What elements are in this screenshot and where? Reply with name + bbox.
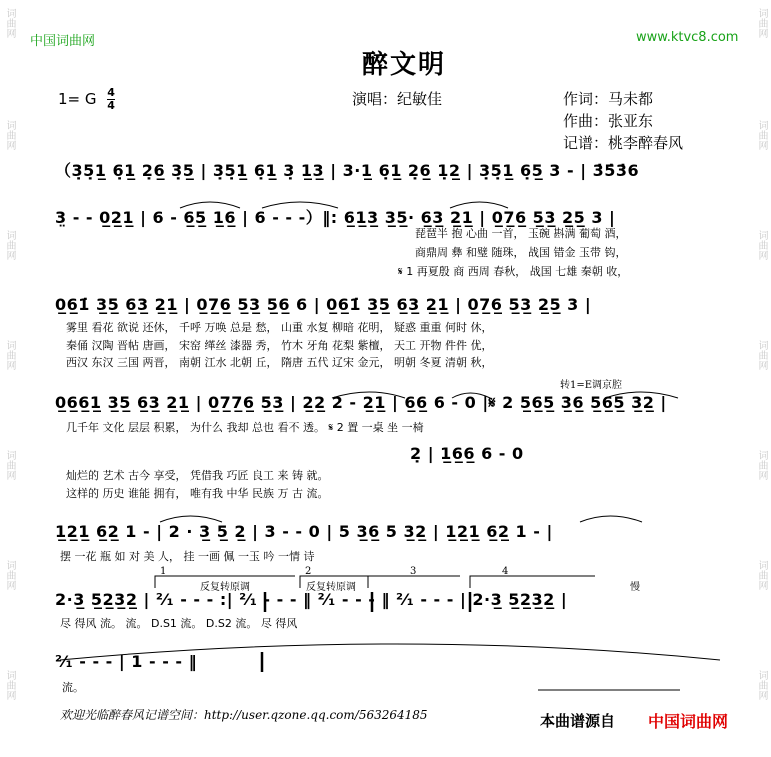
lyrics-row-2-line-3: 𝄋 1 再夏殷 商 西周 春秋， 战国 七雄 秦朝 收， [398,265,629,278]
watermark-right-3: 词曲网 [756,230,767,260]
watermark-text: 词曲网 [4,8,15,38]
watermark-right-5: 词曲网 [756,450,767,480]
lyrics-row-4-line-1: 几千年 文化 层层 积累， 为什么 我却 总也 看不 透。 𝄋 2 置 一桌 坐 一椅 [66,421,424,434]
watermark-left-3: 词曲网 [4,230,15,260]
key-label: 1= G [58,90,97,108]
watermark-right-7: 词曲网 [756,670,767,700]
lyrics-row-2-line-2: 商鼎周 彝 和璧 随珠， 战国 错金 玉带 钩， [415,246,627,259]
lyrics-row-5: 摆 一花 瓶 如 对 美 人， 挂 一画 佩 一玉 吟 一情 诗 [60,550,315,563]
score-row-1: （3̣5̣1̲ 6̣1̲ 2̣6̲ 3̣5̲ | 3̣5̣1̲ 6̣1̲ 3̣ 1̲3̲ | 3·1̲ 6̣1̲ 2̣6̲ 1̣2̲ | 3̣5̣1̲ 6̣5̲ 3 - | 3̇5̇3̇6 [55,161,640,180]
volta-2: 2 [305,566,312,577]
score-row-7: ²⁄₁ - - - | 1 - - - ‖ [55,652,198,671]
watermark-left-4: 词曲网 [4,340,15,370]
source-label: 本曲谱源自 [540,712,616,730]
watermark-right-4: 词曲网 [756,340,767,370]
watermark-left-6: 词曲网 [4,560,15,590]
lyrics-row-2-line-1: 琵琶半 抱 心曲 一首， 玉碗 斟满 葡萄 酒， [415,227,627,240]
time-bottom: 4 [107,99,115,112]
volta-bracket [368,576,460,588]
slur [580,516,642,522]
watermark-right-6: 词曲网 [756,560,767,590]
time-top: 4 [107,86,115,99]
lyrics-row-7: 流。 [62,681,84,694]
repeat-note-2: 反复转原调 [306,582,356,593]
song-title: 醉文明 [362,50,447,80]
volta-1: 1 [160,566,167,577]
site-link-right[interactable]: www.ktvc8.com [636,30,739,45]
score-row-5: 1̲2̲1̲ 6̲2̲ 1 - | 2 · 3̲ 5̲ 2̲ | 3 - - 0 | 5 3̲6̲ 5 3̲2̲ | 1̲2̲1̲ 6̲2̲ 1 - | [55,522,553,541]
footer-welcome[interactable]: 欢迎光临醉春风记谱空间：http://user.qzone.qq.com/563264185 [60,708,428,722]
score-row-2: 3̤ - - 0̲2̲1̲ | 6 - 6̲5̲ 1̲6̲ | 6 - - -）‖: 6̲1̲3̲ 3̲5̲· 6̲3̲ 2̲1̲ | 0̲7̲6̲ 5̲3̲ 2̲5̲ 3 | [55,208,616,227]
score-row-4: 0̲6̲6̲1̲ 3̲5̲ 6̲3̲ 2̲1̲ | 0̲7̲7̲6̲ 5̲3̲ | 2̲2̲ 2 - 2̲1̲ | 6̲6̲ 6 - 0 |𝄋 2 5̲6̲5̲ 3̲6̲ 5̲6̲5̲ 3̲2̲ | [55,393,667,412]
watermark-left-2: 词曲网 [4,120,15,150]
transcriber: 记谱：桃李醉春风 [563,134,684,152]
lyrics-row-3-line-1: 雾里 看花 欲说 还休， 千呼 万唤 总是 愁， 山重 水复 柳暗 花明， 疑惑 重重 何时 休， [66,321,493,334]
watermark-left-7: 词曲网 [4,670,15,700]
volta-bracket [470,576,595,588]
singer: 演唱：纪敏佳 [352,90,443,108]
lyrics-row-3-line-2: 秦俑 汉陶 晋帖 唐画， 宋窑 缂丝 漆器 秀， 竹木 牙角 花梨 紫檀， 天工 开物 件件 优， [66,339,493,352]
volta-4: 4 [502,566,509,577]
key-change-note: 转1=E调京腔 [560,380,623,391]
score-row-4b: 2̣ | 1̲6̲6̲ 6 - 0 [410,444,524,463]
lyrics-row-3-line-3: 西汉 东汉 三国 两晋， 南朝 江水 北朝 丘， 隋唐 五代 辽宋 金元， 明朝 冬夏 清朝 秋， [66,356,493,369]
site-link-left[interactable]: 中国词曲网 [30,34,96,49]
lyrics-row-6: 尽 得风 流。 流。 D.S1 流。 D.S2 流。 尽 得风 [60,617,298,630]
watermark-right-1: 词曲网 [756,8,767,38]
lyrics-row-4b-line-2: 这样的 历史 谁能 拥有， 唯有我 中华 民族 万 古 流。 [66,487,329,500]
watermark-left-5: 词曲网 [4,450,15,480]
lyricist: 作词：马未都 [563,90,654,108]
source-site[interactable]: 中国词曲网 [648,712,729,731]
tempo-slow: 慢 [630,582,640,593]
score-row-3: 0̲6̲1̇ 3̲5̲ 6̲3̲ 2̲1̲ | 0̲7̲6̲ 5̲3̲ 5̲6̲ 6 | 0̲6̲1̇ 3̲5̲ 6̲3̲ 2̲1̲ | 0̲7̲6̲ 5̲3̲ 2̲5̲ 3 | [55,295,592,314]
score-row-6: 2·3̲ 5̲2̲3̲2̲ | ²⁄₁ - - - :| ²⁄₁ - - - ‖ ²⁄₁ - - - ‖ ²⁄₁ - - - | 2·3̲ 5̲2̲3̲2̲ | [55,590,568,609]
repeat-note-1: 反复转原调 [200,582,250,593]
watermark-right-2: 词曲网 [756,120,767,150]
volta-3: 3 [410,566,417,577]
lyrics-row-4b-line-1: 灿烂的 艺术 古今 享受， 凭借我 巧匠 良工 来 铸 就。 [66,469,329,482]
composer: 作曲：张亚东 [563,112,654,130]
